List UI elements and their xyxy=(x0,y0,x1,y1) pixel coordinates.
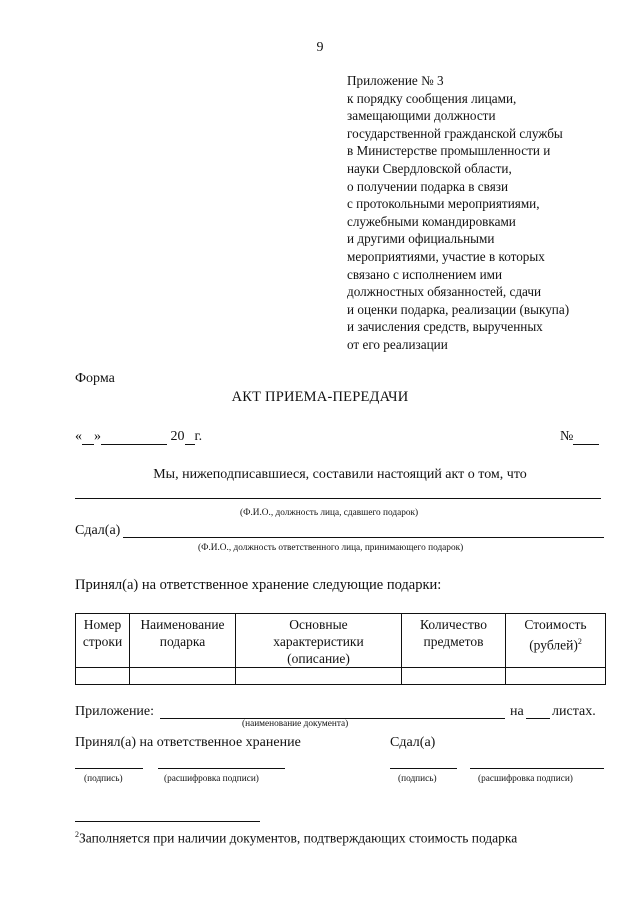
footnote-text: Заполняется при наличии документов, подтверждающих стоимость подарка xyxy=(79,830,518,846)
table-cell[interactable] xyxy=(236,668,402,685)
footnote xyxy=(75,830,517,847)
appendix-block xyxy=(347,72,627,354)
date-open-quote: « xyxy=(75,429,82,444)
footnote-separator xyxy=(75,821,260,822)
number-blank xyxy=(573,430,599,445)
header-line: строки xyxy=(82,634,123,649)
header-quantity xyxy=(402,614,506,668)
header-line: характеристики xyxy=(273,634,364,649)
footnote-mark: 2 xyxy=(75,830,79,839)
number-label: № xyxy=(560,429,574,444)
transcript-line-receiver xyxy=(158,768,285,769)
signature-handed-label: Сдал(а) xyxy=(390,735,436,750)
signature-line-receiver xyxy=(75,768,143,769)
appendix-line: связано с исполнением ими xyxy=(347,266,503,282)
signature-line-giver xyxy=(390,768,457,769)
table-row xyxy=(76,668,606,685)
act-number-field xyxy=(560,429,599,445)
appendix-line: мероприятиями, участие в которых xyxy=(347,248,545,264)
attachment-sheets-label: листах. xyxy=(552,704,596,719)
header-characteristics xyxy=(236,614,402,668)
header-line: Стоимость xyxy=(524,617,587,632)
date-field xyxy=(75,429,202,445)
table-cell[interactable] xyxy=(506,668,606,685)
year-prefix: 20 xyxy=(170,429,185,444)
receiving-person-line xyxy=(123,537,604,538)
footnote-ref: 2 xyxy=(577,637,582,646)
table-cell[interactable] xyxy=(76,668,130,685)
sheets-count-line xyxy=(526,718,550,719)
appendix-line: в Министерстве промышленности и xyxy=(347,143,551,159)
caption-signature-giver: (подпись) xyxy=(398,774,437,784)
handed-over-person-line xyxy=(75,498,601,499)
appendix-line: науки Свердловской области, xyxy=(347,160,512,176)
table-cell[interactable] xyxy=(402,668,506,685)
appendix-line: государственной гражданской службы xyxy=(347,125,563,141)
appendix-line: должностных обязанностей, сдачи xyxy=(347,284,542,300)
intro-text: Мы, нижеподписавшиеся, составили настоящий акт о том, что xyxy=(153,467,527,482)
caption-transcript-receiver: (расшифровка подписи) xyxy=(164,774,259,784)
header-line xyxy=(506,633,605,654)
form-label: Форма xyxy=(75,371,115,386)
header-line: Номер xyxy=(83,617,122,632)
attachment-on-label: на xyxy=(510,704,524,719)
header-line: предметов xyxy=(423,634,484,649)
day-blank xyxy=(82,430,94,445)
header-line: подарка xyxy=(159,634,206,649)
appendix-line: о получении подарка в связи xyxy=(347,178,509,194)
table-cell[interactable] xyxy=(130,668,236,685)
year-blank xyxy=(185,430,195,445)
appendix-line: Приложение № 3 xyxy=(347,73,444,88)
handed-over-label: Сдал(а) xyxy=(75,523,121,538)
appendix-line: к порядку сообщения лицами, xyxy=(347,90,517,106)
caption-receiving-person: (Ф.И.О., должность ответственного лица, принимающего подарок) xyxy=(198,543,464,553)
appendix-line: замещающими должности xyxy=(347,108,496,124)
appendix-line: от его реализации xyxy=(347,336,448,352)
caption-signature-receiver: (подпись) xyxy=(84,774,123,784)
header-line: (описание) xyxy=(287,651,350,666)
header-row-number xyxy=(76,614,130,668)
attachment-label: Приложение: xyxy=(75,704,155,719)
header-line: Основные xyxy=(289,617,348,632)
table-header-row xyxy=(76,614,606,668)
header-line: Количество xyxy=(420,617,487,632)
header-cost xyxy=(506,614,606,668)
accepted-gifts-text: Принял(а) на ответственное хранение следующие подарки: xyxy=(75,577,442,593)
header-gift-name xyxy=(130,614,236,668)
header-line-text: (рублей) xyxy=(529,637,578,653)
appendix-line: и другими официальными xyxy=(347,231,495,247)
signature-accepted-label: Принял(а) на ответственное хранение xyxy=(75,735,301,750)
month-blank xyxy=(101,430,167,445)
transcript-line-giver xyxy=(470,768,604,769)
page-number: 9 xyxy=(316,40,324,55)
appendix-line: и оценки подарка, реализации (выкупа) xyxy=(347,301,570,317)
caption-handed-over-person: (Ф.И.О., должность лица, сдавшего подарок) xyxy=(240,508,419,518)
appendix-line: с протокольными мероприятиями, xyxy=(347,196,540,212)
year-suffix: г. xyxy=(194,429,203,444)
appendix-line: и зачисления средств, вырученных xyxy=(347,319,543,335)
document-title: АКТ ПРИЕМА-ПЕРЕДАЧИ xyxy=(231,389,409,405)
appendix-line: служебными командировками xyxy=(347,213,516,229)
header-line: Наименование xyxy=(140,617,225,632)
caption-document-name: (наименование документа) xyxy=(242,719,349,729)
date-close-quote: » xyxy=(94,429,101,444)
caption-transcript-giver: (расшифровка подписи) xyxy=(478,774,573,784)
gifts-table xyxy=(75,613,606,685)
